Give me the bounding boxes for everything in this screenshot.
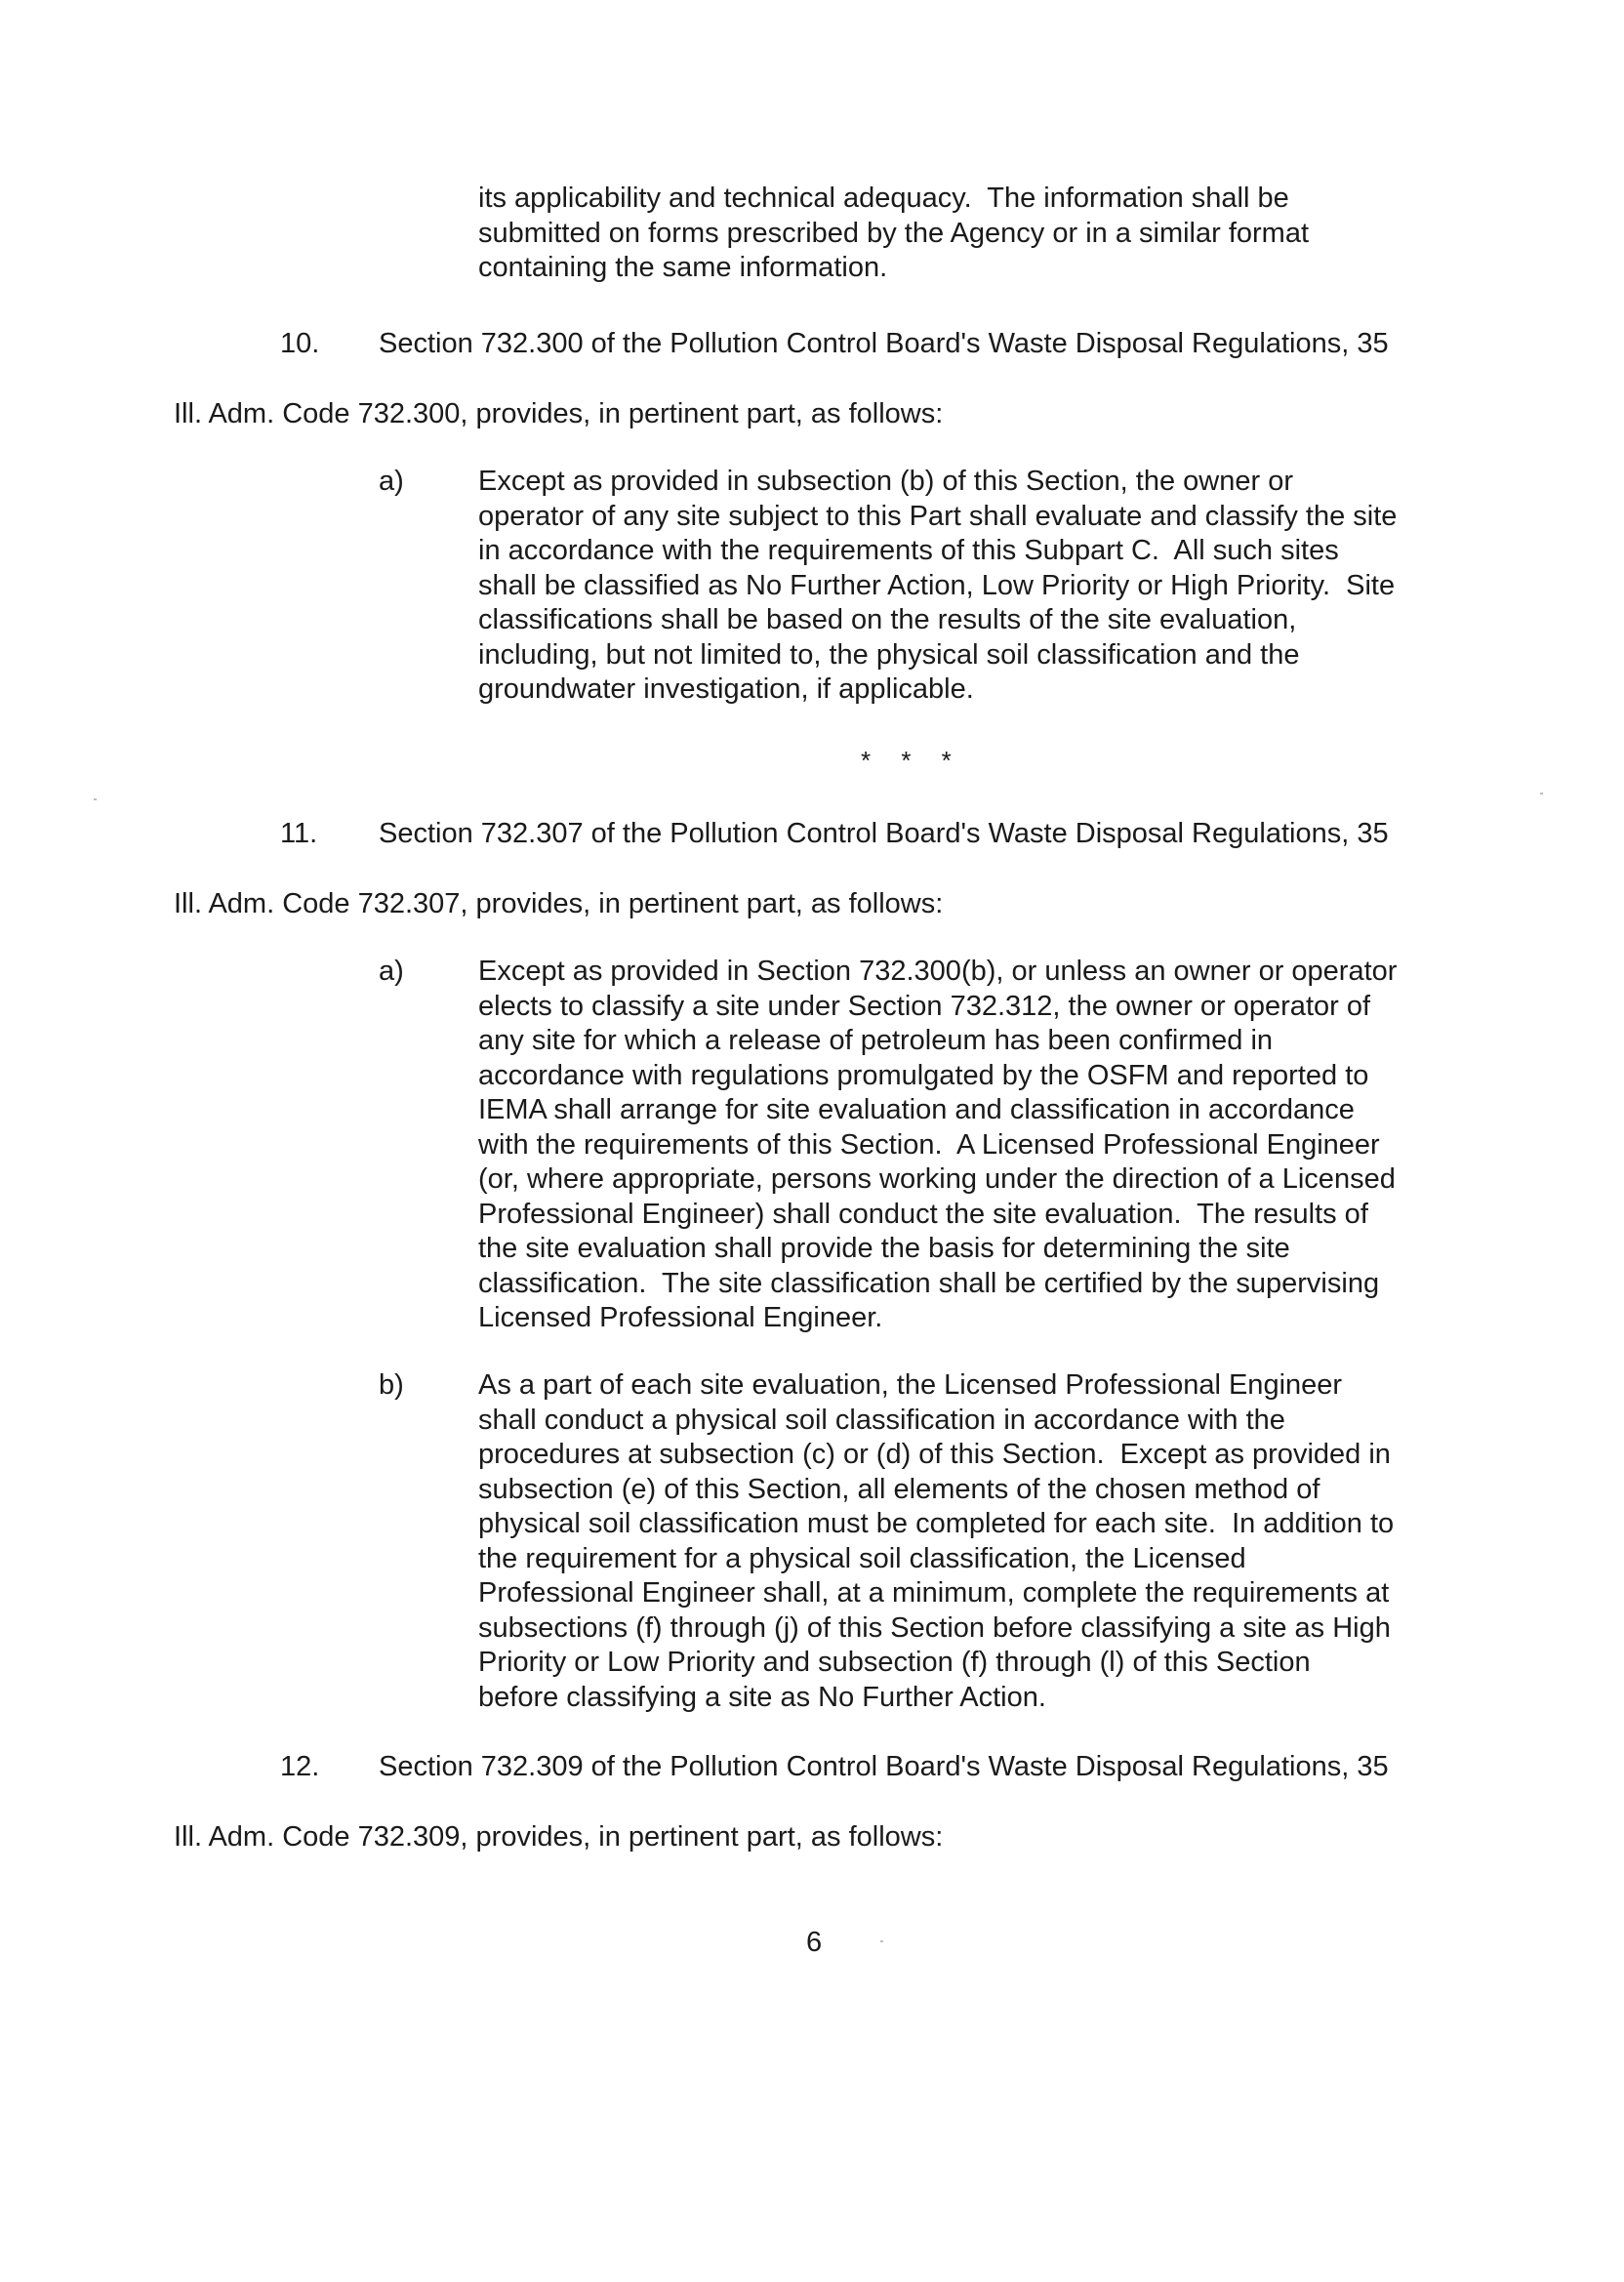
- quoted-subsection: Except as provided in subsection (b) of this Section, the owner or operator of any site subject to this Part shall evaluate and classify the site in accordance with the requirements of this Subpart C. All such sites shall be classified as No Further Action, Low Priority or High Priority. Site classifications shall be based on the results of the site evaluation, including, but not limited to, the physical soil classification and the groundwater investigation, if applicable.: [478, 466, 1398, 705]
- subsection-label: b): [379, 1369, 404, 1401]
- paragraph-lead: Section 732.309 of the Pollution Control Board's Waste Disposal Regulations, 35: [379, 1751, 1389, 1782]
- paragraph-continuation: Ill. Adm. Code 732.309, provides, in pertinent part, as follows:: [174, 1821, 944, 1853]
- paragraph-number: 11.: [280, 818, 318, 849]
- scan-speck: [1540, 793, 1543, 795]
- omission-mark: * * *: [861, 746, 963, 775]
- subsection-label: a): [379, 956, 404, 987]
- paragraph-number: 12.: [280, 1751, 320, 1782]
- paragraph-lead: Section 732.300 of the Pollution Control Board's Waste Disposal Regulations, 35: [379, 328, 1389, 359]
- paragraph-lead: Section 732.307 of the Pollution Control Board's Waste Disposal Regulations, 35: [379, 818, 1389, 849]
- paragraph-continuation: Ill. Adm. Code 732.300, provides, in pertinent part, as follows:: [174, 398, 944, 429]
- quoted-subsection: As a part of each site evaluation, the Licensed Professional Engineer shall conduct a physical soil classification in accordance with the procedures at subsection (c) or (d) of this Section. Except as provided in subsection (e) of this Section, all elements of the chosen method of physical soil classification must be completed for each site. In addition to the requirement for a physical soil classification, the Licensed Professional Engineer shall, at a minimum, complete the requirements at subsections (f) through (j) of this Section before classifying a site as High Priority or Low Priority and subsection (f) through (l) of this Section before classifying a site as No Further Action.: [478, 1369, 1395, 1713]
- paragraph-number: 10.: [280, 328, 320, 359]
- subsection-label: a): [379, 466, 404, 497]
- scan-speck: [94, 798, 97, 800]
- opening-fragment: its applicability and technical adequacy. The information shall be submitted on forms prescribed by the Agency or in a similar format containing the same information.: [478, 183, 1310, 283]
- scan-speck: [880, 1940, 883, 1942]
- quoted-subsection: Except as provided in Section 732.300(b), or unless an owner or operator elects to classify a site under Section 732.312, the owner or operator of any site for which a release of petroleum has been confirmed in accordance with regulations promulgated by the OSFM and reported to IEMA shall arrange for site evaluation and classification in accordance with the requirements of this Section. A Licensed Professional Engineer (or, where appropriate, persons working under the direction of a Licensed Professional Engineer) shall conduct the site evaluation. The results of the site evaluation shall provide the basis for determining the site classification. The site classification shall be certified by the supervising Licensed Professional Engineer.: [478, 956, 1398, 1333]
- page-number: 6: [806, 1927, 823, 1958]
- paragraph-continuation: Ill. Adm. Code 732.307, provides, in pertinent part, as follows:: [174, 888, 944, 919]
